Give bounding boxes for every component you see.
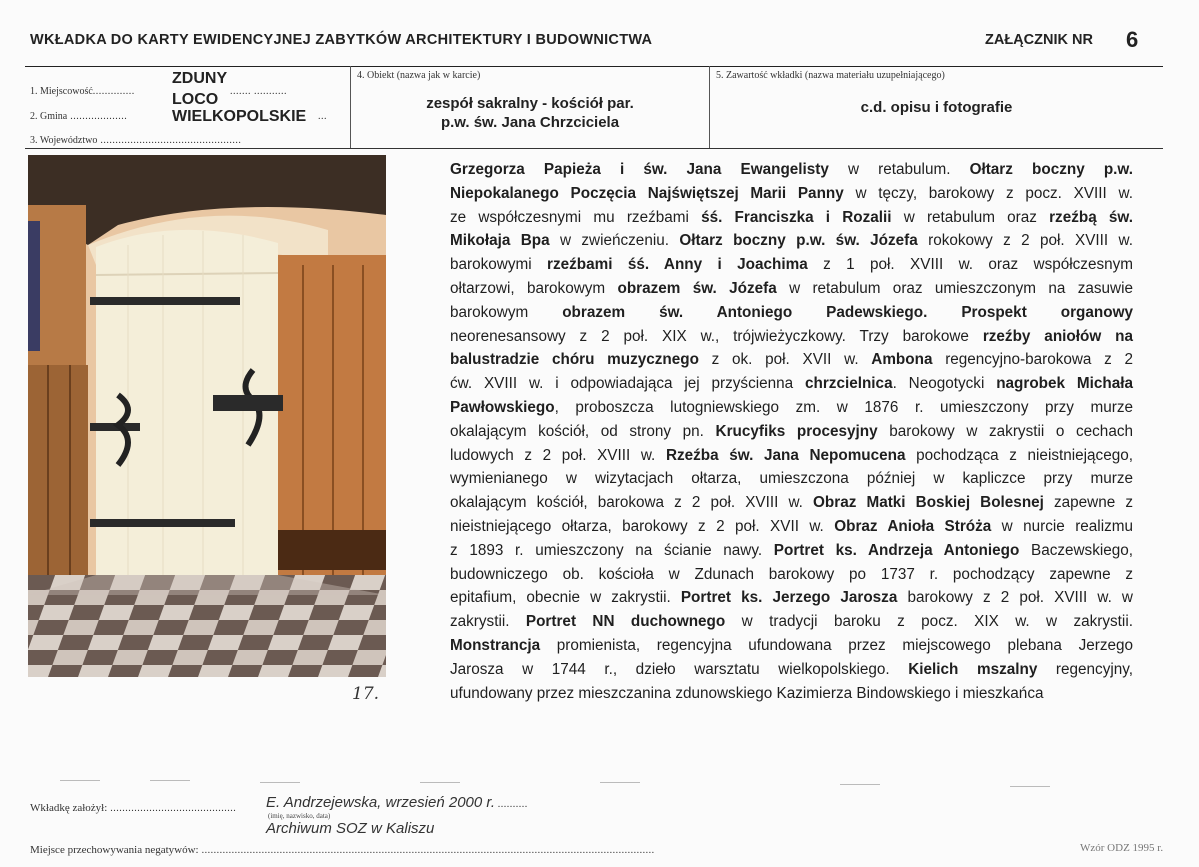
church-door-photo bbox=[28, 155, 386, 677]
text-phrase: w retabulum. bbox=[828, 161, 970, 178]
bold-phrase: śś. Franciszka i Rozalii bbox=[701, 208, 892, 226]
text-phrase: ufundowany przez mieszczanina zdunowskiego Kazimierza Bindowskiego i mieszkańca bbox=[450, 684, 1044, 702]
text-phrase: barokowy w zakrystii o cechach bbox=[877, 422, 1133, 440]
text-phrase bbox=[927, 304, 961, 321]
description-line bbox=[450, 539, 1133, 563]
separator-dash bbox=[150, 780, 190, 781]
separator-dash bbox=[840, 784, 880, 785]
bold-phrase: Prospekt organowy bbox=[961, 303, 1134, 321]
text-phrase: w zwieńczeniu. bbox=[549, 232, 680, 250]
description-line bbox=[450, 634, 1133, 658]
bold-phrase: Ambona bbox=[871, 351, 933, 369]
text-phrase: regencyjno-barokowa z 2 bbox=[932, 351, 1134, 369]
text-phrase: w tęczy, barokowy z pocz. XVIII w. bbox=[843, 184, 1133, 202]
bold-phrase: Obraz Anioła Stróża bbox=[834, 517, 992, 535]
negatives-label: Miejsce przechowywania negatywów: ....................................................................................................................................................... bbox=[30, 844, 655, 856]
description-line bbox=[450, 348, 1133, 372]
description-line bbox=[450, 467, 1133, 491]
bold-phrase: rzeźbami śś. Anny i Joachima bbox=[547, 256, 808, 274]
description-line bbox=[450, 301, 1133, 325]
made-by-label: Wkładkę założył: .......................................... bbox=[30, 802, 237, 814]
text-phrase: budowniczego ob. kościoła w Zdunach barokowy po 1737 r. pochodzący zapewne z bbox=[450, 565, 1133, 583]
description-line bbox=[450, 515, 1133, 539]
text-phrase: , proboszcza lutogniewskiego zm. w 1876 r. umieszczony przy murze bbox=[554, 398, 1133, 416]
text-phrase: okalającym kościół, od strony pn. bbox=[450, 422, 716, 440]
text-phrase: zakrystii. bbox=[450, 613, 526, 631]
text-phrase: nieistniejącego ołtarza, barokowy z 2 poł. XVII w. bbox=[450, 517, 835, 535]
text-phrase: ołtarzowi, barokowym bbox=[450, 279, 618, 297]
photo-number: 17. bbox=[352, 684, 380, 704]
bold-phrase: Niepokalanego Poczęcia Najświętszej Marii Panny bbox=[450, 184, 844, 202]
document-title: WKŁADKA DO KARTY EWIDENCYJNEJ ZABYTKÓW ARCHITEKTURY I BUDOWNICTWA bbox=[30, 32, 653, 48]
description-line bbox=[450, 229, 1133, 253]
separator-dash bbox=[600, 782, 640, 783]
bold-phrase: Portret NN duchownego bbox=[525, 613, 726, 631]
text-phrase: regencyjny, bbox=[1037, 660, 1134, 678]
text-phrase: Jarosza w 1744 r., dzieło warsztatu wielkopolskiego. bbox=[450, 660, 909, 678]
description-line bbox=[450, 206, 1133, 230]
text-phrase: okalającym kościół, barokowa z 2 poł. XVIII w. bbox=[450, 494, 814, 512]
form-code: Wzór ODZ 1995 r. bbox=[1080, 842, 1164, 854]
commune-label: 2. Gmina ................... bbox=[30, 111, 128, 122]
text-phrase: w nurcie realizmu bbox=[991, 517, 1133, 535]
bold-phrase: obrazem św. Józefa bbox=[617, 279, 777, 297]
negatives-value: Archiwum SOZ w Kaliszu bbox=[266, 820, 435, 837]
separator-dash bbox=[260, 782, 300, 783]
text-phrase: ćw. XVIII w. i odpowiadająca jej przyścienna bbox=[450, 375, 805, 393]
voivodeship-value: WIELKOPOLSKIE bbox=[172, 108, 307, 125]
text-phrase: z ok. poł. XVII w. bbox=[698, 351, 872, 369]
description-line bbox=[450, 277, 1133, 301]
object-label: 4. Obiekt (nazwa jak w karcie) bbox=[357, 70, 481, 81]
annex-label: ZAŁĄCZNIK NR bbox=[985, 32, 1093, 48]
text-phrase: rokokowy z 2 poł. XVIII w. bbox=[917, 232, 1133, 250]
commune-dots: ... bbox=[318, 111, 327, 122]
bold-phrase: Pawłowskiego bbox=[450, 398, 555, 416]
bold-phrase: rzeźby aniołów na bbox=[982, 327, 1133, 345]
voivodeship-label: 3. Województwo ............................................... bbox=[30, 135, 242, 146]
bold-phrase: Portret ks. Andrzeja Antoniego bbox=[773, 541, 1020, 559]
description-line bbox=[450, 396, 1133, 420]
separator-dash bbox=[60, 780, 100, 781]
bold-phrase: Rzeźba św. Jana Nepomucena bbox=[665, 446, 906, 464]
bold-phrase: Mikołaja Bpa bbox=[450, 232, 550, 250]
bold-phrase: Monstrancja bbox=[450, 636, 541, 654]
description-line bbox=[450, 586, 1133, 610]
locality-label: 1. Miejscowość.............. bbox=[30, 86, 135, 97]
object-value-line1: zespół sakralny - kościół par. bbox=[426, 95, 634, 112]
description-line bbox=[450, 372, 1133, 396]
bold-phrase: balustradzie chóru muzycznego bbox=[450, 351, 699, 369]
bold-phrase: Grzegorza Papieża i św. Jana Ewangelisty bbox=[450, 161, 829, 178]
bold-phrase: chrzcielnica bbox=[805, 375, 893, 393]
bold-phrase: Krucyfiks procesyjny bbox=[715, 422, 878, 440]
description-line bbox=[450, 325, 1133, 349]
bold-phrase: Kielich mszalny bbox=[908, 660, 1038, 678]
separator-dash bbox=[420, 782, 460, 783]
description-line bbox=[450, 253, 1133, 277]
annex-number: 6 bbox=[1126, 27, 1139, 52]
text-phrase: barokowy z 2 poł. XVIII w. w bbox=[897, 589, 1133, 607]
bold-phrase: obrazem św. Antoniego Padewskiego. bbox=[562, 303, 928, 321]
bold-phrase: Portret ks. Jerzego Jarosza bbox=[680, 589, 898, 607]
text-phrase: w retabulum oraz umieszczonym na zasuwie bbox=[776, 279, 1133, 297]
description-text bbox=[450, 158, 1133, 705]
contents-value: c.d. opisu i fotografie bbox=[860, 99, 1013, 116]
header-rule bbox=[25, 66, 1163, 67]
description-line bbox=[450, 420, 1133, 444]
text-phrase: . Neogotycki bbox=[892, 375, 997, 393]
text-phrase: z 1 poł. XVIII w. oraz współczesnym bbox=[807, 256, 1134, 274]
description-line bbox=[450, 158, 1133, 182]
locality-value: ZDUNY bbox=[172, 70, 228, 87]
bold-phrase: Ołtarz boczny p.w. bbox=[969, 161, 1133, 178]
text-phrase: ludowych z 2 poł. XVIII w. bbox=[450, 446, 666, 464]
text-phrase: promienista, regencyjna ufundowana przez miejscowego plebana Jerzego bbox=[540, 636, 1133, 654]
text-phrase: w tradycji baroku z pocz. XIX w. w zakrystii. bbox=[725, 613, 1133, 631]
object-value-line2: p.w. św. Jana Chrzciciela bbox=[440, 114, 620, 131]
text-phrase: zapewne z bbox=[1043, 494, 1133, 512]
text-phrase: ze współczesnymi mu rzeźbami bbox=[450, 208, 702, 226]
bold-phrase: rzeźbą św. bbox=[1049, 208, 1133, 226]
text-phrase: barokowymi bbox=[450, 256, 547, 274]
description-line bbox=[450, 682, 1133, 706]
text-phrase: Baczewskiego, bbox=[1019, 541, 1134, 559]
form-bottom-rule bbox=[25, 148, 1163, 149]
text-phrase: neorenesansowy z 2 poł. XIX w., trójwieżyczkowy. Trzy barokowe bbox=[450, 327, 983, 345]
text-phrase: wymienianego w wizytacjach ołtarza, umieszczona później w kapliczce przy murze bbox=[450, 470, 1133, 488]
text-phrase: w retabulum oraz bbox=[891, 208, 1050, 226]
separator-dash bbox=[1010, 786, 1050, 787]
description-line bbox=[450, 563, 1133, 587]
description-line bbox=[450, 182, 1133, 206]
bold-phrase: nagrobek Michała bbox=[996, 375, 1133, 393]
text-phrase: barokowym bbox=[450, 303, 563, 321]
contents-label: 5. Zawartość wkładki (nazwa materiału uzupełniającego) bbox=[716, 70, 945, 81]
bold-phrase: Ołtarz boczny p.w. św. Józefa bbox=[679, 232, 918, 250]
text-phrase: pochodząca z nieistniejącego, bbox=[905, 446, 1133, 464]
description-line bbox=[450, 610, 1133, 634]
bold-phrase: Obraz Matki Boskiej Bolesnej bbox=[813, 494, 1044, 512]
description-line bbox=[450, 491, 1133, 515]
description-line bbox=[450, 658, 1133, 682]
made-by-value: E. Andrzejewska, wrzesień 2000 r. .......... bbox=[266, 794, 528, 811]
text-phrase: epitafium, obecnie w zakrystii. bbox=[450, 589, 681, 607]
made-by-hint: (imię, nazwisko, data) bbox=[268, 812, 331, 820]
commune-value: LOCO bbox=[172, 91, 219, 108]
text-phrase: z 1893 r. umieszczony na ścianie nawy. bbox=[450, 541, 774, 559]
description-line bbox=[450, 444, 1133, 468]
locality-dots: ....... ........... bbox=[230, 86, 287, 97]
